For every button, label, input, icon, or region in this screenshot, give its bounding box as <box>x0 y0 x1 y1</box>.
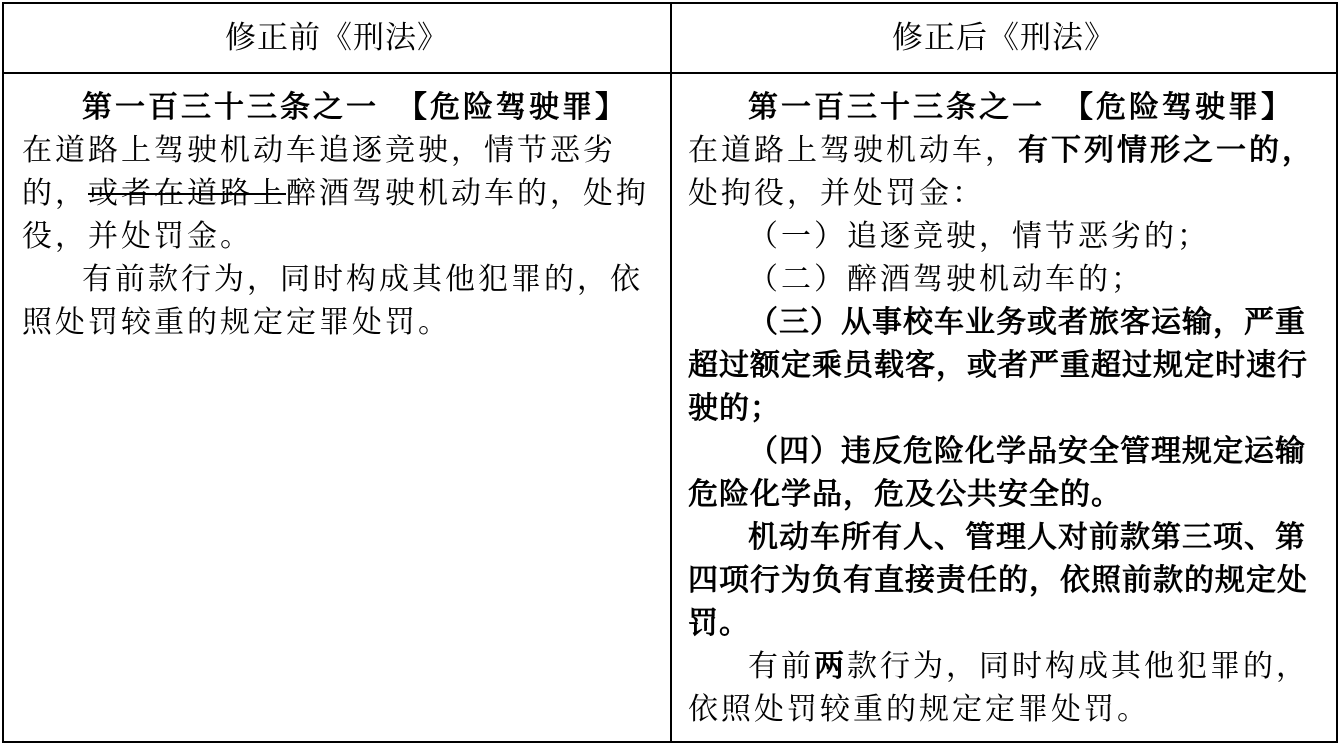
before-text-b: 醉酒驾驶机动车的，处拘役，并处罚金。 <box>22 176 649 254</box>
before-text-a: 在道路上驾驶机动车追逐竞驶，情节恶劣的， <box>22 133 616 211</box>
after-article-title: 第一百三十三条之一 【危险驾驶罪】 <box>748 90 1294 125</box>
after-item-2: （二）醉酒驾驶机动车的； <box>748 262 1144 297</box>
before-deleted-text: 或者在道路上 <box>88 176 286 211</box>
column-divider <box>670 4 672 741</box>
after-item-1: （一）追逐竞驶，情节恶劣的； <box>748 219 1210 254</box>
after-paragraph-1 <box>688 86 1320 215</box>
after-last-paragraph <box>688 645 1320 731</box>
header-before: 修正前《刑法》 <box>225 20 449 56</box>
after-owner-paragraph: 机动车所有人、管理人对前款第三项、第四项行为负有直接责任的，依照前款的规定处罚。 <box>688 520 1308 641</box>
after-last-text-a: 有前 <box>748 649 814 684</box>
before-cell <box>22 86 654 344</box>
after-added-text: 有下列情形之一的， <box>1018 133 1315 168</box>
comparison-table <box>2 2 1338 743</box>
after-text-a: 在道路上驾驶机动车， <box>688 133 1018 168</box>
header-after: 修正后《刑法》 <box>892 20 1116 56</box>
after-text-b: 处拘役，并处罚金： <box>688 176 985 211</box>
after-last-added: 两 <box>814 649 847 684</box>
after-item-3: （三）从事校车业务或者旅客运输，严重超过额定乘员载客，或者严重超过规定时速行驶的； <box>688 305 1308 426</box>
after-cell <box>688 86 1320 731</box>
header-divider <box>4 72 1336 74</box>
before-paragraph-2: 有前款行为，同时构成其他犯罪的，依照处罚较重的规定定罪处罚。 <box>22 262 643 340</box>
after-item-4: （四）违反危险化学品安全管理规定运输危险化学品，危及公共安全的。 <box>688 434 1306 512</box>
after-last-text-b: 款行为，同时构成其他犯罪的，依照处罚较重的规定定罪处罚。 <box>688 649 1309 727</box>
before-paragraph-1 <box>22 86 654 258</box>
before-article-title: 第一百三十三条之一 【危险驾驶罪】 <box>82 90 628 125</box>
